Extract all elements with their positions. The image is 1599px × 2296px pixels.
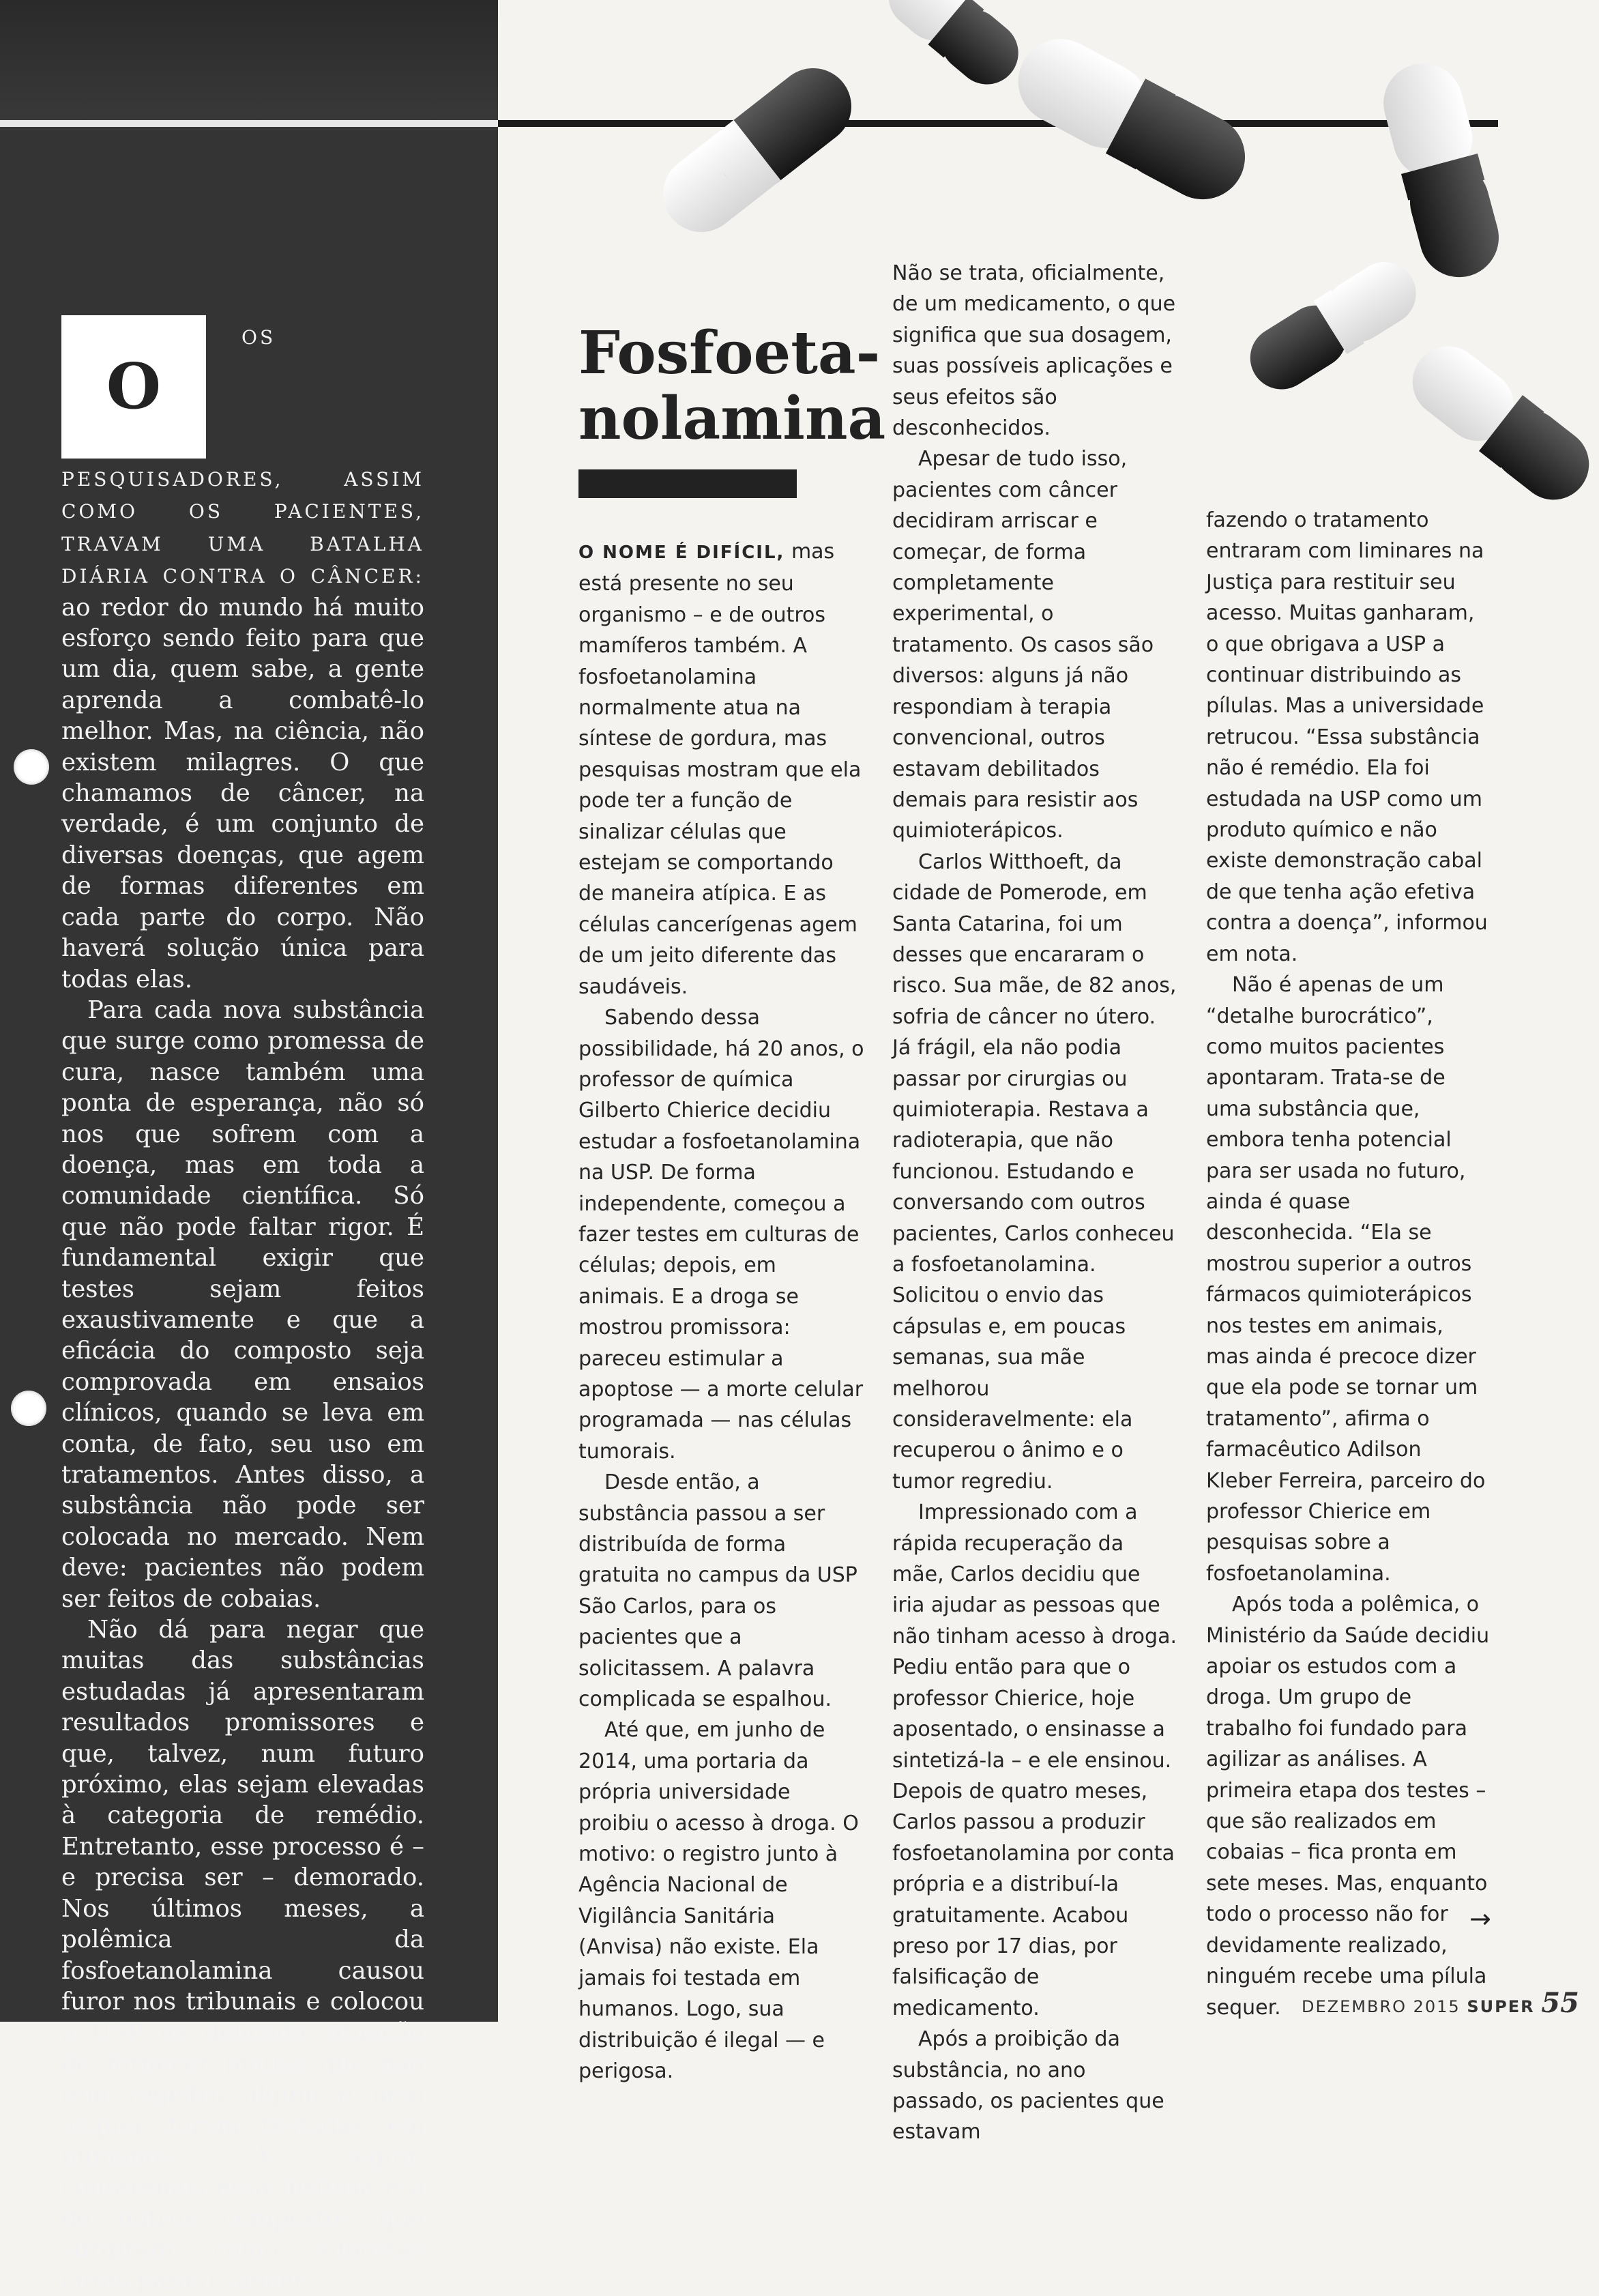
intro-text — [61, 321, 424, 2296]
punch-hole-2 — [11, 1391, 46, 1426]
col2-paragraph-2: Apesar de tudo isso, pacientes com câncer decidiram arriscar e começar, de forma completamente experimental, o tratamento. Os casos são diversos: alguns já não respondiam à terapia convencional, outros estavam debilitados demais para resistir aos quimioterápicos. — [892, 447, 1154, 843]
col3-paragraph-1: fazendo o tratamento entraram com liminares na Justiça para restituir seu acesso. Muitas ganharam, o que obrigava a USP a continuar distribuindo as pílulas. Mas a universidade retrucou. “Essa substância não é remédio. Ela foi estudada na USP como um produto químico e não existe demonstração cabal de que tenha ação efetiva contra a doença”, informou em nota. — [1206, 508, 1488, 966]
col1-paragraph-3: Desde então, a substância passou a ser distribuída de forma gratuita no campus da USP São Carlos, para os pacientes que a solicitassem. A palavra complicada se espalhou. — [578, 1470, 857, 1712]
capsule-1 — [647, 53, 866, 247]
intro-paragraph-1: OS PESQUISADORES, ASSIM COMO OS PACIENTES, TRAVAM UMA BATALHA DIÁRIA CONTRA O CÂNCER: ao redor do mundo há muito esforço sendo feito para que um dia, quem sabe, a gente aprenda a combatê-lo melhor. Mas, na ciência, não existem milagres. O que chamamos de câncer, na verdade, é um conjunto de diversas doenças, que agem de formas diferentes em cada parte do corpo. Não haverá solução única para todas elas. — [61, 326, 424, 993]
body-column-3 — [1206, 505, 1493, 2023]
magazine-name: SUPER — [1467, 1997, 1535, 2016]
dropcap: O — [61, 315, 206, 459]
col1-paragraph-1: O NOME É DIFÍCIL, mas está presente no seu organismo – e de outros mamíferos também. A fosfoetanolamina normalmente atua na síntese de gordura, mas pesquisas mostram que ela pode ter a função de sinalizar células que estejam se comportando de maneira atípica. E as células cancerígenas agem de um jeito diferente das saudáveis. — [578, 540, 862, 999]
page-footer — [1302, 1987, 1579, 2019]
top-rule-light — [0, 120, 498, 127]
capsule-5 — [1398, 332, 1599, 514]
capsule-3 — [1375, 55, 1508, 286]
col3-paragraph-2: Não é apenas de um “detalhe burocrático”, como muitos pacientes apontaram. Trata-se de uma substância que, embora tenha potencial para ser usada no futuro, ainda é quase desconhecida. “Ela se mostrou superior a outros fármacos quimioterápicos nos testes em animais, mas ainda é precoce dizer que ela pode se tornar um tratamento”, afirma o farmacêutico Adilson Kleber Ferreira, parceiro do professor Chierice em pesquisas sobre a fosfoetanolamina. — [1206, 973, 1486, 1586]
col2-paragraph-4: Impressionado com a rápida recuperação da mãe, Carlos decidiu que iria ajudar as pessoas que não tinham acesso à droga. Pediu então para que o professor Chierice, hoje aposentado, o ensinasse a sintetizá-la – e ele ensinou. Depois de quatro meses, Carlos passou a produzir fosfoetanolamina por conta própria e a distribuí-la gratuitamente. Acabou preso por 17 dias, por falsificação de medicamento. — [892, 1500, 1177, 2020]
body-column-2 — [892, 258, 1179, 2148]
page-number: 55 — [1541, 1987, 1579, 2019]
issue-date: DEZEMBRO 2015 — [1302, 1997, 1461, 2016]
col1-paragraph-4: Até que, em junho de 2014, uma portaria da própria universidade proibiu o acesso à droga. O motivo: o registro junto à Agência Nacional de Vigilância Sanitária (Anvisa) não existe. Ela jamais foi testada em humanos. Logo, sua distribuição é ilegal — e perigosa. — [578, 1718, 859, 2083]
headline-bar — [578, 469, 797, 498]
body-column-1 — [578, 536, 865, 2087]
continue-arrow-icon: → — [1469, 1904, 1491, 1934]
punch-hole-1 — [14, 749, 49, 785]
col2-paragraph-3: Carlos Witthoeft, da cidade de Pomerode, em Santa Catarina, foi um desses que encararam o risco. Sua mãe, de 82 anos, sofria de câncer no útero. Já frágil, ela não podia passar por cirurgias ou quimioterapia. Restava a radioterapia, que não funcionou. Estudando e conversando com outros pacientes, Carlos conheceu a fosfoetanolamina. Solicitou o envio das cápsulas e, em poucas semanas, sua mãe melhorou consideravelmente: ela recuperou o ânimo e o tumor regrediu. — [892, 849, 1177, 1494]
capsule-2 — [1003, 24, 1260, 214]
intro-paragraph-3: Não dá para negar que muitas das substâncias estudadas já apresentaram resultados promissores e que, talvez, num futuro próximo, elas sejam elevadas à categoria de remédio. Entretanto, esse processo é – e precisa ser – demorado. Nos últimos meses, a polêmica da fosfoetanolamina causou furor nos tribunais e colocou a USP na delicada situação de fornecer pílulas que não têm registro algum e nem sequer foram testadas em humanos. A seguir, contaremos essa história e a de outros compostos que surgiram como supostas curas para o câncer. — [61, 1616, 424, 2295]
intro-paragraph-2: Para cada nova substância que surge como promessa de cura, nasce também uma ponta de esperança, não só nos que sofrem com a doença, mas em toda a comunidade científica. Só que não pode faltar rigor. É fundamental exigir que testes sejam feitos exaustivamente e que a eficácia do composto seja comprovada em ensaios clínicos, quando se leva em conta, de fato, seu uso em tratamentos. Antes disso, a substância não pode ser colocada no mercado. Nem deve: pacientes não podem ser feitos de cobaias. — [61, 996, 424, 1613]
kicker: O NOME É DIFÍCIL, — [578, 542, 785, 563]
col3-paragraph-3: Após toda a polêmica, o Ministério da Saúde decidiu apoiar os estudos com a droga. Um grupo de trabalho foi fundado para agilizar as análises. A primeira etapa dos testes – que são realizados em cobaias – fica pronta em sete meses. Mas, enquanto todo o processo não for devidamente realizado, ninguém recebe uma pílula sequer. — [1206, 1593, 1490, 2020]
capsule-6 — [876, 0, 1031, 97]
col2-paragraph-5: Após a proibição da substância, no ano passado, os pacientes que estavam — [892, 2027, 1164, 2145]
capsule-4 — [1238, 250, 1428, 401]
intro-lead: OS PESQUISADORES, ASSIM COMO OS PACIENTES, TRAVAM UMA BATALHA DIÁRIA CONTRA O CÂNCER: — [61, 326, 424, 588]
col1-paragraph-2: Sabendo dessa possibilidade, há 20 anos, o professor de química Gilberto Chierice decidiu estudar a fosfoetanolamina na USP. De forma independente, começou a fazer testes em culturas de células; depois, em animais. E a droga se mostrou promissora: pareceu estimular a apoptose — a morte celular programada — nas células tumorais. — [578, 1006, 864, 1464]
col2-paragraph-1: Não se trata, oficialmente, de um medicamento, o que significa que sua dosagem, suas possíveis aplicações e seus efeitos são desconhecidos. — [892, 261, 1176, 441]
article-headline: Fosfoeta- nolamina — [578, 319, 886, 453]
